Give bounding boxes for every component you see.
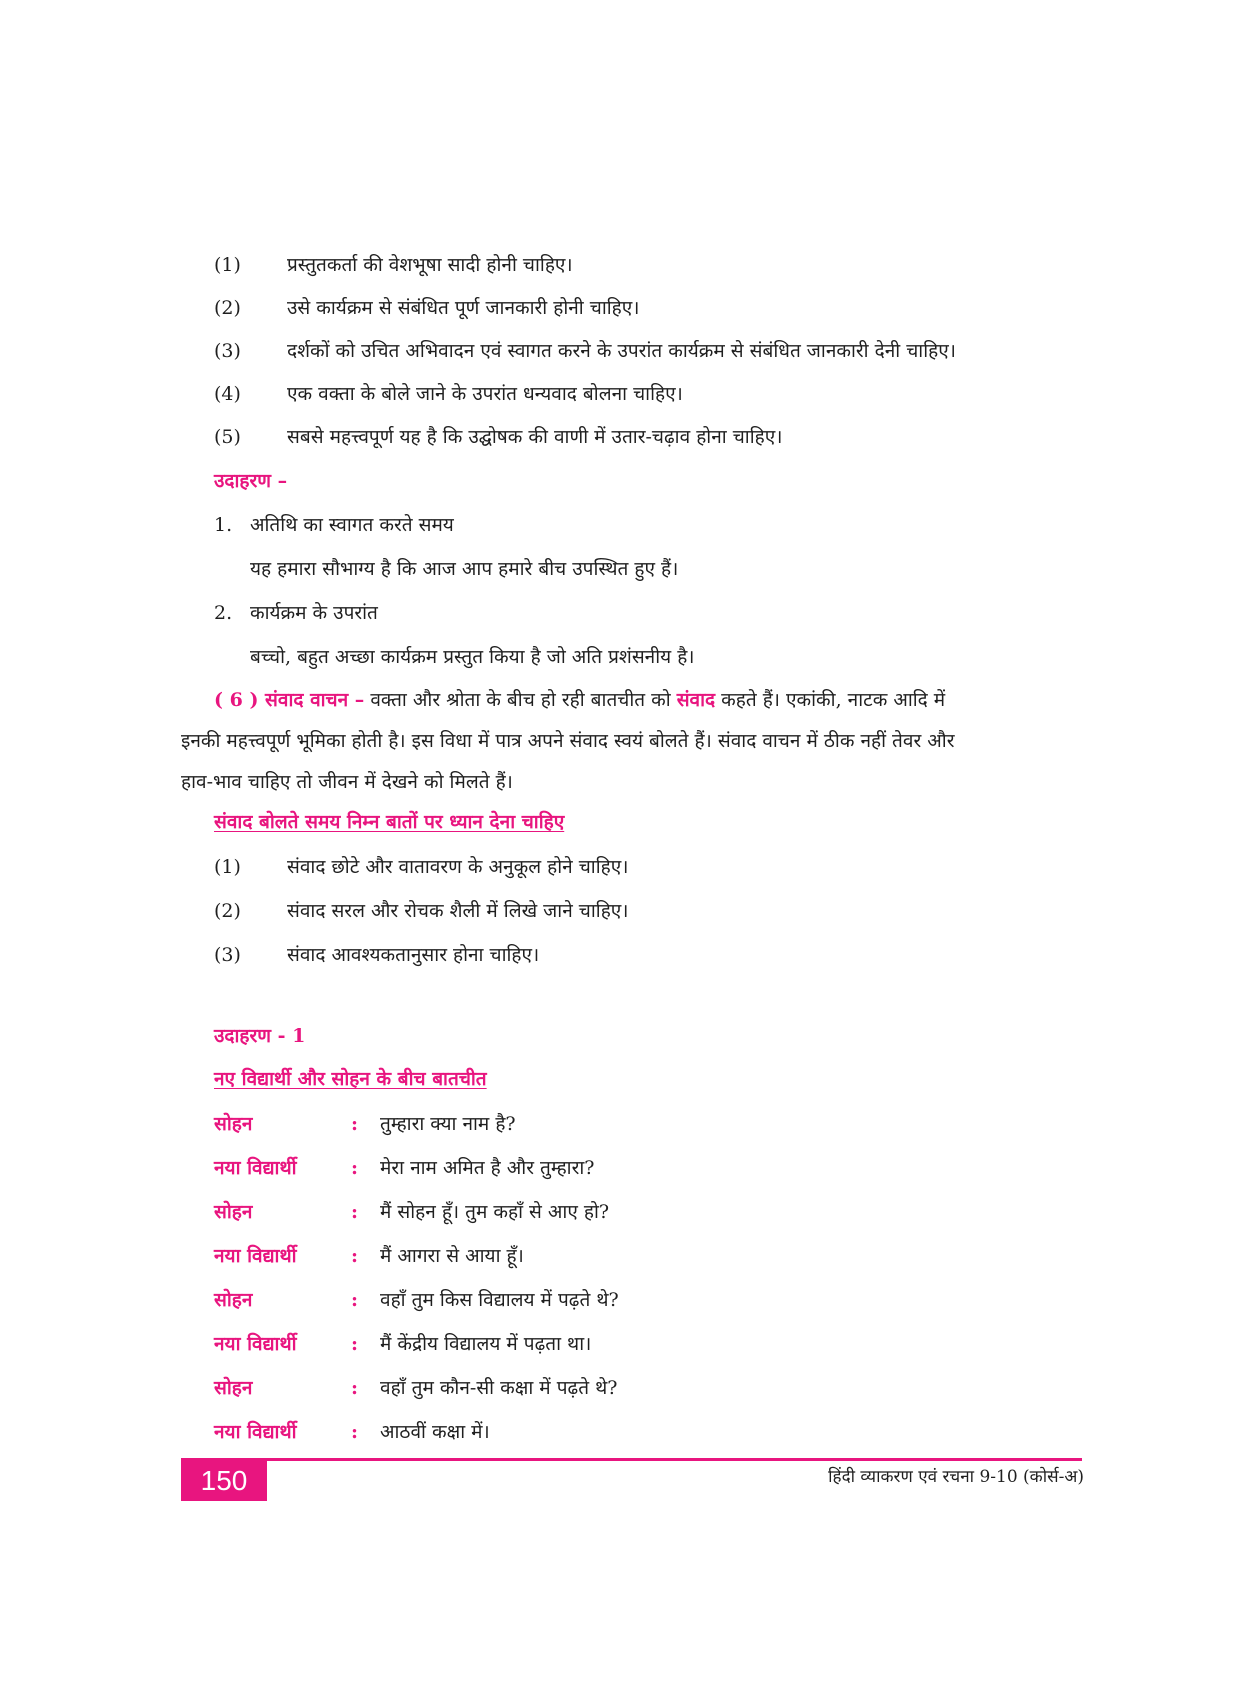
tips-heading: संवाद बोलते समय निम्न बातों पर ध्यान देना चाहिए	[214, 811, 565, 833]
dialogue-colon: :	[351, 1201, 359, 1223]
dialogue-speaker: सोहन	[214, 1113, 253, 1135]
example-heading: उदाहरण –	[214, 470, 288, 492]
list-item-text: दर्शकों को उचित अभिवादन एवं स्वागत करने के उपरांत कार्यक्रम से संबंधित जानकारी देनी चाहिए।	[287, 340, 956, 362]
dialogue-speaker: नया विद्यार्थी	[214, 1157, 297, 1179]
list-item-number: (3)	[214, 944, 241, 966]
example-title: कार्यक्रम के उपरांत	[250, 602, 378, 624]
dialogue-speaker: सोहन	[214, 1201, 253, 1223]
highlighted-term: संवाद	[676, 689, 716, 711]
list-item-number: (2)	[214, 297, 241, 319]
dialogue-line: आठवीं कक्षा में।	[380, 1421, 490, 1443]
dialogue-line: वहाँ तुम किस विद्यालय में पढ़ते थे?	[380, 1289, 619, 1311]
example-1-label: उदाहरण - 1	[214, 1025, 306, 1047]
example-title: अतिथि का स्वागत करते समय	[250, 514, 454, 536]
dialogue-colon: :	[351, 1421, 359, 1443]
book-title: हिंदी व्याकरण एवं रचना 9-10 (कोर्स-अ)	[828, 1467, 1084, 1487]
list-item-number: (1)	[214, 856, 241, 878]
list-item-text: संवाद छोटे और वातावरण के अनुकूल होने चाहिए।	[287, 856, 629, 878]
section-6-paragraph	[181, 688, 1081, 793]
paragraph-text: वक्ता और श्रोता के बीच हो रही बातचीत को	[370, 689, 671, 711]
dialogue-colon: :	[351, 1377, 359, 1399]
dialogue-colon: :	[351, 1289, 359, 1311]
dialogue-colon: :	[351, 1157, 359, 1179]
dialogue-line: मैं आगरा से आया हूँ।	[380, 1245, 524, 1267]
dialogue-colon: :	[351, 1113, 359, 1135]
dialogue-colon: :	[351, 1333, 359, 1355]
list-item-number: (5)	[214, 426, 241, 448]
dialogue-line: मेरा नाम अमित है और तुम्हारा?	[380, 1157, 595, 1179]
example-text: बच्चो, बहुत अच्छा कार्यक्रम प्रस्तुत किया है जो अति प्रशंसनीय है।	[250, 646, 695, 668]
dialogue-speaker: नया विद्यार्थी	[214, 1421, 297, 1443]
dialogue-colon: :	[351, 1245, 359, 1267]
dialogue-speaker: सोहन	[214, 1289, 253, 1311]
paragraph-line: इनकी महत्त्वपूर्ण भूमिका होती है। इस विधा में पात्र अपने संवाद स्वयं बोलते हैं। संवाद वाचन में ठीक नहीं तेवर और	[181, 730, 955, 752]
dialogue-speaker: सोहन	[214, 1377, 253, 1399]
dialogue-speaker: नया विद्यार्थी	[214, 1245, 297, 1267]
list-item-number: (2)	[214, 900, 241, 922]
list-item-text: सबसे महत्त्वपूर्ण यह है कि उद्घोषक की वाणी में उतार-चढ़ाव होना चाहिए।	[287, 426, 783, 448]
list-item-text: संवाद सरल और रोचक शैली में लिखे जाने चाहिए।	[287, 900, 629, 922]
example-1-title: नए विद्यार्थी और सोहन के बीच बातचीत	[214, 1068, 487, 1090]
paragraph-line	[214, 688, 945, 712]
dialogue-line: तुम्हारा क्या नाम है?	[380, 1113, 516, 1135]
example-number: 1.	[214, 514, 233, 536]
dialogue-speaker: नया विद्यार्थी	[214, 1333, 297, 1355]
list-item-number: (1)	[214, 254, 241, 276]
list-item-number: (4)	[214, 383, 241, 405]
list-item-text: उसे कार्यक्रम से संबंधित पूर्ण जानकारी होनी चाहिए।	[287, 297, 640, 319]
list-item-text: संवाद आवश्यकतानुसार होना चाहिए।	[287, 944, 540, 966]
section-heading: ( 6 ) संवाद वाचन –	[214, 689, 365, 711]
paragraph-line: हाव-भाव चाहिए तो जीवन में देखने को मिलते हैं।	[181, 771, 513, 793]
list-item-text: एक वक्ता के बोले जाने के उपरांत धन्यवाद बोलना चाहिए।	[287, 383, 683, 405]
page-number: 150	[181, 1461, 267, 1501]
dialogue-line: मैं केंद्रीय विद्यालय में पढ़ता था।	[380, 1333, 592, 1355]
paragraph-text: कहते हैं। एकांकी, नाटक आदि में	[721, 689, 946, 711]
list-item-text: प्रस्तुतकर्ता की वेशभूषा सादी होनी चाहिए।	[287, 254, 573, 276]
dialogue-line: मैं सोहन हूँ। तुम कहाँ से आए हो?	[380, 1201, 610, 1223]
dialogue-line: वहाँ तुम कौन-सी कक्षा में पढ़ते थे?	[380, 1377, 618, 1399]
footer-divider	[181, 1458, 1082, 1461]
list-item-number: (3)	[214, 340, 241, 362]
example-number: 2.	[214, 602, 233, 624]
example-text: यह हमारा सौभाग्य है कि आज आप हमारे बीच उपस्थित हुए हैं।	[250, 558, 679, 580]
